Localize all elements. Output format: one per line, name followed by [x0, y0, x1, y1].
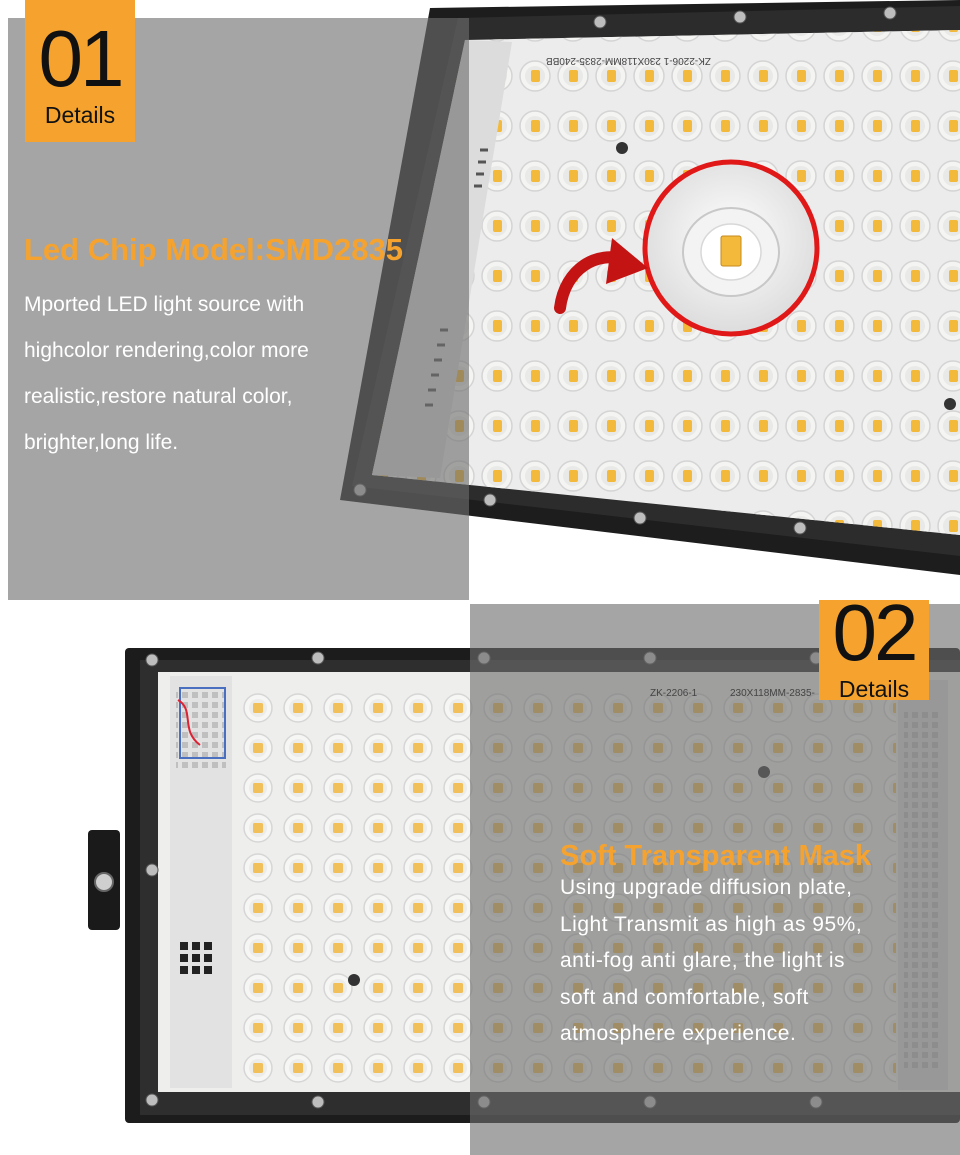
- description-line: Mported LED light source with: [24, 293, 305, 316]
- badge-label: Details: [44, 102, 116, 128]
- badge-number: 02: [832, 600, 916, 677]
- description-line: Using upgrade diffusion plate,: [560, 876, 853, 899]
- detail-section-2: [0, 600, 960, 1155]
- detail-badge-02: [819, 600, 929, 700]
- section-title: Soft Transparent Mask: [560, 840, 872, 872]
- badge-label: Details: [838, 676, 910, 702]
- description-line: soft and comfortable, soft: [560, 985, 809, 1009]
- pcb-print-right: 230X118MM-2835-: [730, 688, 815, 699]
- description-line: atmosphere experience.: [560, 1022, 797, 1045]
- detail-badge-01: [25, 0, 135, 142]
- description-text: [560, 870, 958, 1053]
- description-line: anti-fog anti glare, the light is: [560, 949, 845, 972]
- description-text: [24, 282, 464, 466]
- description-line: realistic,restore natural color,: [24, 385, 293, 408]
- section-title: Led Chip Model:SMD2835: [24, 232, 403, 267]
- description-line: Light Transmit as high as 95%,: [560, 912, 863, 936]
- description-line: highcolor rendering,color more: [24, 339, 309, 362]
- badge-number: 01: [38, 14, 122, 103]
- pcb-print: ZK-2206-1 230X118MM-2835-240BB: [546, 55, 711, 66]
- description-line: brighter,long life.: [24, 431, 179, 454]
- pcb-print-left: ZK-2206-1: [650, 688, 698, 699]
